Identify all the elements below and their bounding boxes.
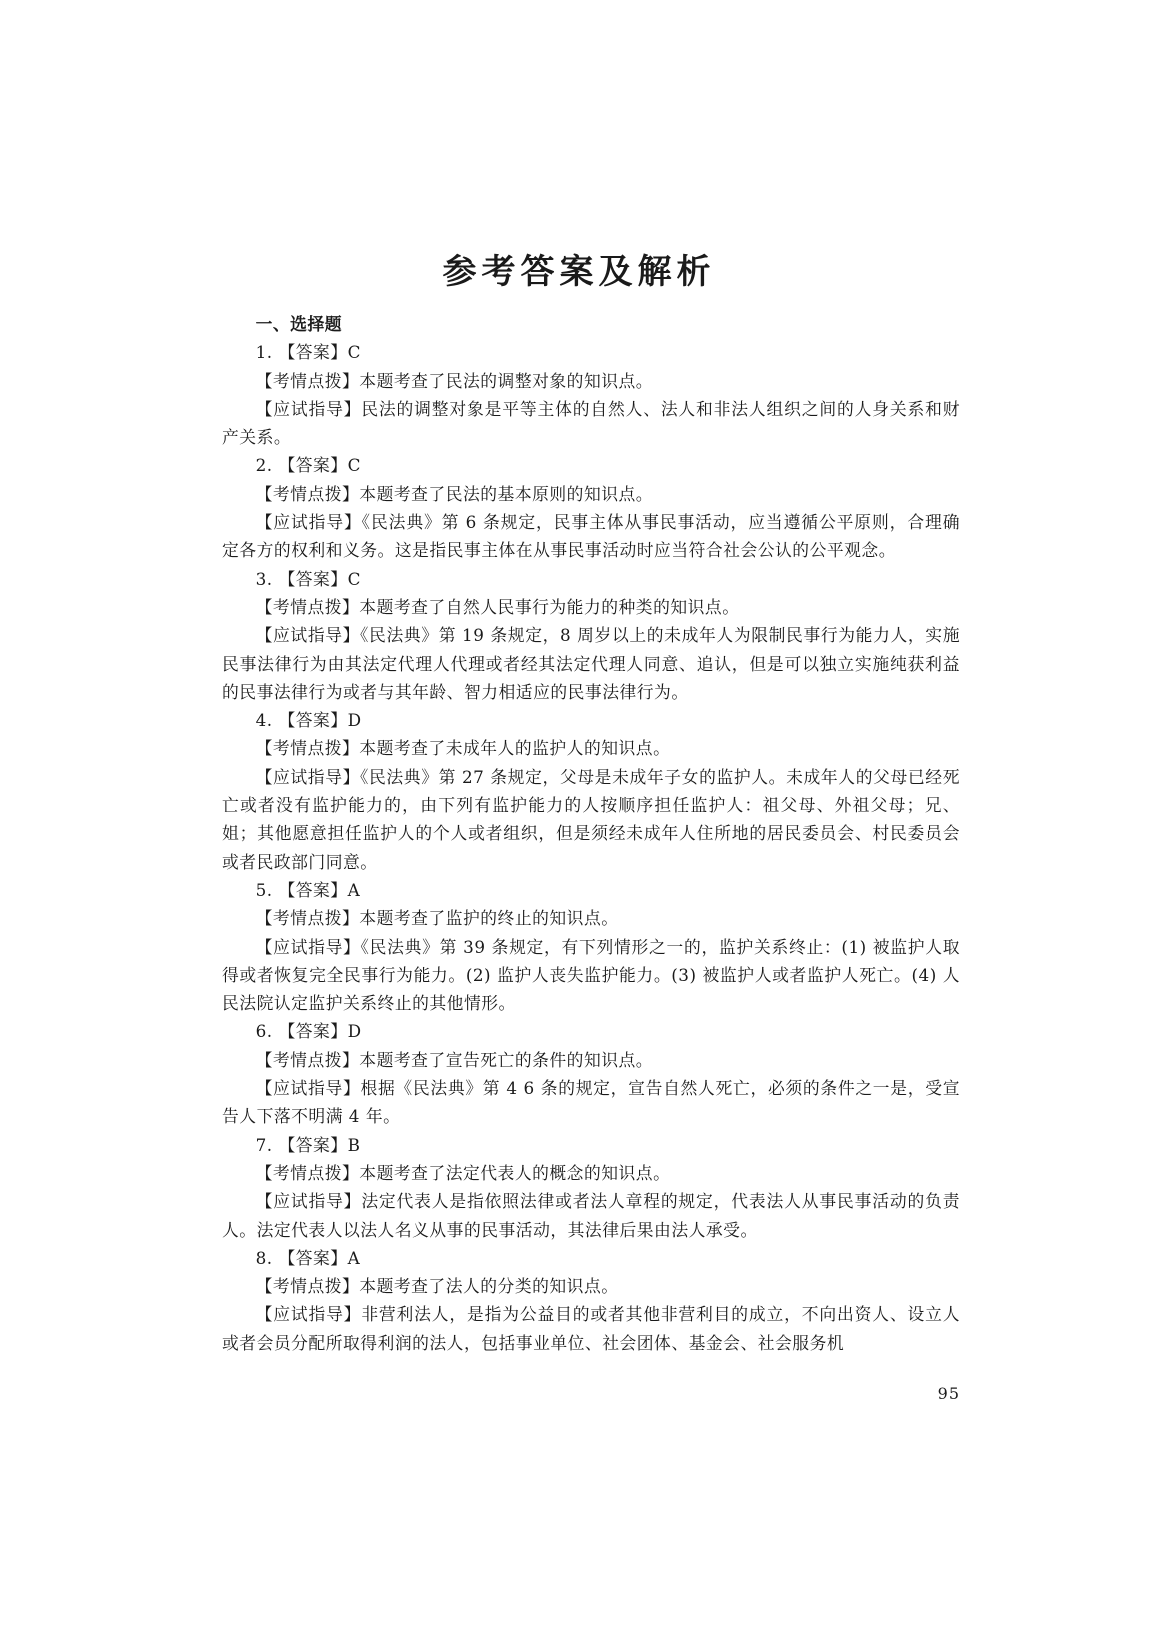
answer-line — [222, 706, 960, 734]
question-number: 5. — [255, 879, 273, 900]
answer-label: 【答案】 — [278, 1247, 348, 1268]
page-title: 参考答案及解析 — [442, 252, 716, 292]
guide-paragraph — [222, 621, 960, 706]
question-number: 6. — [255, 1021, 273, 1042]
analysis-line — [222, 367, 960, 395]
answer-label: 【答案】 — [278, 455, 348, 476]
analysis-text: 本题考查了自然人民事行为能力的种类的知识点。 — [359, 596, 740, 617]
answer-label: 【答案】 — [278, 1134, 348, 1155]
answer-line — [222, 1017, 960, 1045]
answer-label: 【答案】 — [278, 1021, 348, 1042]
analysis-text: 本题考查了民法的基本原则的知识点。 — [359, 483, 654, 504]
guide-text: 民法的调整对象是平等主体的自然人、法人和非法人组织之间的人身关系和财产关系。 — [222, 398, 960, 448]
analysis-text: 本题考查了未成年人的监护人的知识点。 — [359, 738, 671, 759]
analysis-line — [222, 593, 960, 621]
guide-label: 【应试指导】 — [255, 1191, 362, 1212]
answer-line — [222, 565, 960, 593]
analysis-label: 【考情点拨】 — [255, 1162, 360, 1183]
analysis-line — [222, 904, 960, 932]
guide-text: 法定代表人是指依照法律或者法人章程的规定，代表法人从事民事活动的负责人。法定代表人以法人名义从事的民事活动，其法律后果由法人承受。 — [222, 1191, 960, 1240]
guide-paragraph — [222, 395, 960, 452]
question-list — [222, 338, 960, 1357]
question-block — [222, 1131, 960, 1244]
answer-value: D — [347, 710, 362, 731]
analysis-line — [222, 734, 960, 762]
question-block — [222, 876, 960, 1017]
answer-content — [222, 310, 960, 1357]
answer-label: 【答案】 — [278, 879, 348, 900]
analysis-label: 【考情点拨】 — [255, 483, 360, 504]
answer-value: A — [347, 879, 361, 900]
guide-paragraph — [222, 508, 960, 565]
analysis-label: 【考情点拨】 — [255, 1049, 360, 1070]
answer-value: C — [347, 455, 361, 476]
guide-text: 非营利法人，是指为公益目的或者其他非营利目的成立，不向出资人、设立人或者会员分配所取得利润的法人，包括事业单位、社会团体、基金会、社会服务机 — [222, 1304, 960, 1353]
question-block — [222, 338, 960, 451]
analysis-label: 【考情点拨】 — [255, 908, 360, 929]
question-number: 2. — [255, 455, 273, 476]
page-number: 95 — [937, 1384, 960, 1403]
answer-value: D — [347, 1021, 362, 1042]
question-block — [222, 1244, 960, 1357]
answer-line — [222, 1244, 960, 1272]
answer-label: 【答案】 — [278, 710, 348, 731]
answer-line — [222, 1131, 960, 1159]
question-block — [222, 706, 960, 876]
guide-label: 【应试指导】 — [255, 936, 361, 957]
guide-label: 【应试指导】 — [255, 1304, 362, 1325]
analysis-label: 【考情点拨】 — [255, 738, 360, 759]
guide-paragraph — [222, 1300, 960, 1357]
guide-paragraph — [222, 1074, 960, 1131]
analysis-text: 本题考查了监护的终止的知识点。 — [359, 908, 619, 929]
question-block — [222, 565, 960, 706]
analysis-label: 【考情点拨】 — [255, 596, 360, 617]
question-number: 8. — [255, 1247, 273, 1268]
guide-label: 【应试指导】 — [255, 625, 361, 646]
analysis-line — [222, 1159, 960, 1187]
guide-text: 根据《民法典》第 4 6 条的规定，宣告自然人死亡，必须的条件之一是，受宣告人下落不明满 4 年。 — [222, 1078, 960, 1127]
answer-line — [222, 338, 960, 366]
analysis-line — [222, 1046, 960, 1074]
answer-value: C — [347, 342, 361, 363]
analysis-line — [222, 480, 960, 508]
guide-paragraph — [222, 1187, 960, 1244]
guide-label: 【应试指导】 — [255, 1078, 361, 1099]
answer-label: 【答案】 — [278, 342, 348, 363]
section-heading: 一、选择题 — [255, 314, 343, 334]
analysis-text: 本题考查了法定代表人的概念的知识点。 — [359, 1162, 671, 1183]
analysis-text: 本题考查了民法的调整对象的知识点。 — [359, 370, 654, 391]
guide-label: 【应试指导】 — [255, 512, 362, 533]
answer-line — [222, 876, 960, 904]
analysis-text: 本题考查了宣告死亡的条件的知识点。 — [359, 1049, 654, 1070]
answer-value: C — [347, 568, 361, 589]
guide-text: 《民法典》第 27 条规定，父母是未成年子女的监护人。未成年人的父母已经死亡或者没有监护能力的，由下列有监护能力的人按顺序担任监护人：祖父母、外祖父母；兄、姐；其他愿意担任监护人的个人或者组织，但是须经未成年人住所地的居民委员会、村民委员会或者民政部门同意。 — [222, 766, 960, 872]
analysis-label: 【考情点拨】 — [255, 370, 360, 391]
answer-value: B — [347, 1134, 361, 1155]
guide-text: 《民法典》第 6 条规定，民事主体从事民事活动，应当遵循公平原则，合理确定各方的权利和义务。这是指民事主体在从事民事活动时应当符合社会公认的公平观念。 — [222, 512, 960, 561]
question-number: 1. — [255, 342, 273, 363]
analysis-text: 本题考查了法人的分类的知识点。 — [359, 1276, 619, 1297]
guide-paragraph — [222, 763, 960, 876]
question-block — [222, 1017, 960, 1130]
guide-label: 【应试指导】 — [255, 398, 362, 419]
question-number: 3. — [255, 568, 273, 589]
question-number: 4. — [255, 710, 273, 731]
answer-value: A — [347, 1247, 361, 1268]
question-number: 7. — [255, 1134, 273, 1155]
answer-line — [222, 451, 960, 479]
analysis-line — [222, 1272, 960, 1300]
guide-label: 【应试指导】 — [255, 766, 360, 787]
question-block — [222, 451, 960, 564]
guide-paragraph — [222, 933, 960, 1018]
analysis-label: 【考情点拨】 — [255, 1276, 360, 1297]
guide-text: 《民法典》第 19 条规定，8 周岁以上的未成年人为限制民事行为能力人，实施民事法律行为由其法定代理人代理或者经其法定代理人同意、追认，但是可以独立实施纯获利益的民事法律行为或者与其年龄、智力相适应的民事法律行为。 — [222, 625, 960, 702]
guide-text: 《民法典》第 39 条规定，有下列情形之一的，监护关系终止：(1) 被监护人取得或者恢复完全民事行为能力。(2) 监护人丧失监护能力。(3) 被监护人或者监护人死亡。(4) 人民法院认定监护关系终止的其他情形。 — [222, 936, 960, 1014]
answer-label: 【答案】 — [278, 568, 348, 589]
